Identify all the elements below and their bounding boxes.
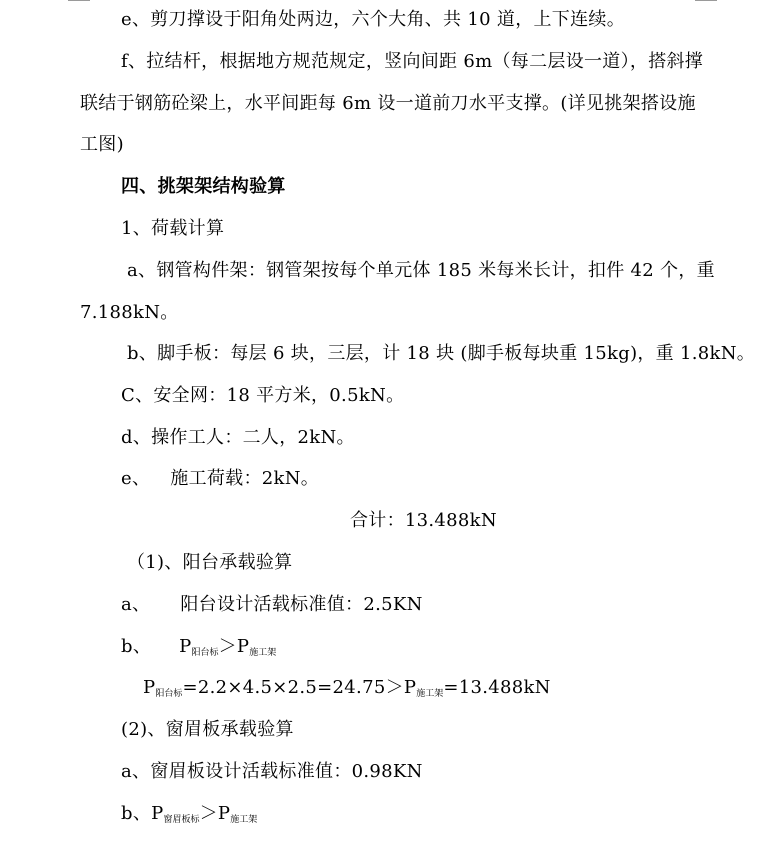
item-e-construction-load bbox=[121, 468, 319, 490]
balcony-item-a bbox=[121, 594, 423, 616]
window-slab-item-b-label: b、P bbox=[121, 803, 164, 824]
calc-expression: =2.2×4.5×2.5=24.75＞P bbox=[182, 677, 417, 698]
para-f-tie-rod-line3: 工图) bbox=[80, 134, 124, 155]
calc-p-subscript-2: 施工架 bbox=[416, 689, 444, 699]
balcony-item-b bbox=[121, 636, 276, 661]
item-a-steel-pipe-line2: 7.188kN。 bbox=[80, 302, 179, 323]
balcony-item-b-label: b、 bbox=[121, 636, 152, 657]
window-slab-item-a: a、窗眉板设计活载标准值：0.98KN bbox=[121, 761, 423, 782]
para-f-tie-rod-line2: 联结于钢筋砼梁上，水平间距每 6m 设一道前刀水平支撑。(详见挑架搭设施 bbox=[80, 93, 696, 114]
calc-p-symbol: P bbox=[143, 677, 156, 698]
balcony-p-subscript: 阳台标 bbox=[191, 648, 219, 658]
para-f-tie-rod-line1: f、拉结杆，根据地方规范规定，竖向间距 6m（每二层设一道），搭斜撑 bbox=[121, 51, 704, 72]
balcony-calc-formula bbox=[143, 677, 551, 702]
item-e-label: e、 bbox=[121, 468, 151, 489]
calc-result: =13.488kN bbox=[443, 677, 551, 698]
item-c-safety-net: C、安全网：18 平方米，0.5kN。 bbox=[121, 385, 405, 406]
window-construction-p-subscript: 施工架 bbox=[230, 815, 258, 825]
section-balcony-check: （1)、阳台承载验算 bbox=[127, 552, 293, 573]
item-e-text: 施工荷载：2kN。 bbox=[170, 468, 320, 489]
section-window-slab-check: (2)、窗眉板承载验算 bbox=[121, 719, 294, 740]
subsection-load-calc: 1、荷载计算 bbox=[121, 218, 225, 239]
total-load: 合计：13.488kN bbox=[350, 510, 497, 531]
balcony-item-a-label: a、 bbox=[121, 594, 151, 615]
para-e-scissor-brace: e、剪刀撑设于阳角处两边，六个大角、共 10 道，上下连续。 bbox=[121, 9, 625, 30]
section-heading-4: 四、挑架架结构验算 bbox=[121, 176, 286, 197]
page-top-border-left bbox=[68, 0, 90, 1]
calc-p-subscript-1: 阳台标 bbox=[155, 689, 183, 699]
page-top-border-right bbox=[695, 0, 717, 1]
balcony-gt-symbol: ＞P bbox=[218, 636, 250, 657]
item-a-steel-pipe-line1: a、钢管构件架：钢管架按每个单元体 185 米每米长计，扣件 42 个，重 bbox=[127, 260, 715, 281]
item-b-scaffold-board: b、脚手板：每层 6 块，三层，计 18 块 (脚手板每块重 15kg)，重 1.8kN。 bbox=[127, 343, 756, 364]
construction-p-subscript: 施工架 bbox=[249, 648, 277, 658]
balcony-p-symbol: P bbox=[179, 636, 192, 657]
item-d-workers: d、操作工人：二人，2kN。 bbox=[121, 427, 355, 448]
window-slab-p-subscript: 窗眉板标 bbox=[163, 815, 200, 825]
window-slab-item-b bbox=[121, 803, 257, 828]
balcony-item-a-text: 阳台设计活载标准值：2.5KN bbox=[180, 594, 423, 615]
window-slab-gt-symbol: ＞P bbox=[199, 803, 231, 824]
